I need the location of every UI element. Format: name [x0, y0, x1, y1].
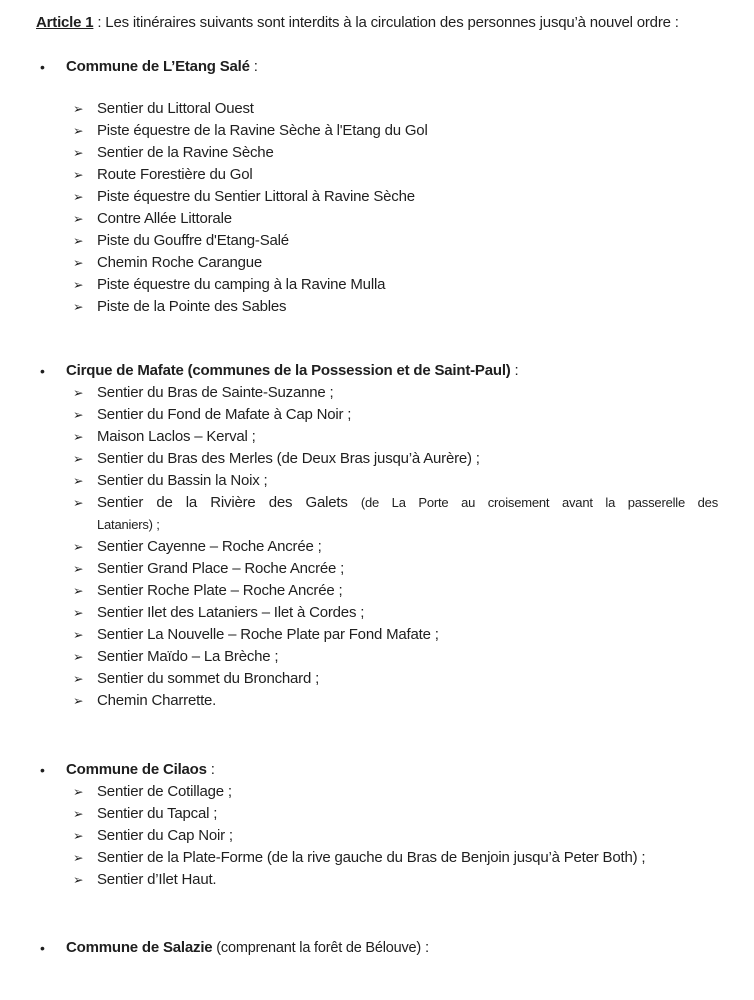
trail-item-text: Maison Laclos – Kerval ; [97, 428, 256, 445]
trail-item-text: Sentier Cayenne – Roche Ancrée ; [97, 538, 322, 555]
arrow-bullet-icon: ➢ [73, 430, 84, 444]
trail-item-text: Route Forestière du Gol [97, 166, 253, 183]
arrow-bullet-icon: ➢ [73, 386, 84, 400]
arrow-bullet-icon: ➢ [73, 234, 84, 248]
trail-item [36, 847, 718, 869]
bullet-icon: • [40, 762, 45, 778]
trail-item-text: Sentier de la Ravine Sèche [97, 144, 274, 161]
trail-item [36, 624, 718, 646]
trail-item-text: Sentier du Cap Noir ; [97, 827, 233, 844]
trail-list [36, 98, 718, 318]
article-label: Article 1 [36, 14, 94, 31]
trail-item [36, 296, 718, 318]
trail-item-text: Piste de la Pointe des Sables [97, 298, 287, 315]
trail-item-text [97, 492, 718, 536]
section-heading [36, 937, 718, 959]
article-paragraph [36, 10, 718, 36]
trail-item [36, 164, 718, 186]
trail-item [36, 120, 718, 142]
trail-item [36, 98, 718, 120]
arrow-bullet-icon: ➢ [73, 408, 84, 422]
trail-item [36, 668, 718, 690]
section-title: Commune de Salazie (comprenant la forêt de Bélouve) : [66, 939, 429, 956]
arrow-bullet-icon: ➢ [73, 124, 84, 138]
trail-item [36, 252, 718, 274]
arrow-bullet-icon: ➢ [73, 474, 84, 488]
trail-item [36, 580, 718, 602]
trail-item-text: Sentier du Littoral Ouest [97, 100, 254, 117]
trail-item-text: Chemin Roche Carangue [97, 254, 263, 271]
arrow-bullet-icon: ➢ [73, 278, 84, 292]
section-heading [36, 759, 718, 781]
trail-item-text: Sentier du sommet du Bronchard ; [97, 670, 320, 687]
arrow-bullet-icon: ➢ [73, 785, 84, 799]
trail-item [36, 142, 718, 164]
section-title-note: (comprenant la forêt de Bélouve) [212, 940, 422, 956]
trail-item-text: Sentier La Nouvelle – Roche Plate par Fond Mafate ; [97, 626, 439, 643]
trail-item-text: Piste équestre du camping à la Ravine Mulla [97, 276, 386, 293]
trail-item [36, 274, 718, 296]
section-title: Cirque de Mafate (communes de la Possession et de Saint-Paul) : [66, 362, 519, 379]
arrow-bullet-icon: ➢ [73, 807, 84, 821]
bullet-icon: • [40, 59, 45, 75]
trail-item-detail: (de La Porte au croisement avant la passerelle des [360, 495, 719, 510]
section-title: Commune de L’Etang Salé : [66, 58, 258, 75]
trail-item [36, 208, 718, 230]
trail-item-text: Sentier du Bras des Merles (de Deux Bras jusqu’à Aurère) ; [97, 450, 480, 467]
section [36, 759, 718, 891]
trail-item-text: Sentier Grand Place – Roche Ancrée ; [97, 560, 345, 577]
trail-item-text: Sentier du Bras de Sainte-Suzanne ; [97, 384, 334, 401]
arrow-bullet-icon: ➢ [73, 628, 84, 642]
arrow-bullet-icon: ➢ [73, 606, 84, 620]
trail-item-text: Contre Allée Littorale [97, 210, 232, 227]
arrow-bullet-icon: ➢ [73, 873, 84, 887]
arrow-bullet-icon: ➢ [73, 672, 84, 686]
arrow-bullet-icon: ➢ [73, 829, 84, 843]
trail-item [36, 690, 718, 712]
trail-item [36, 382, 718, 404]
trail-item [36, 470, 718, 492]
section-title: Commune de Cilaos : [66, 761, 215, 778]
trail-item [36, 602, 718, 624]
trail-item [36, 448, 718, 470]
trail-item [36, 646, 718, 668]
trail-item [36, 825, 718, 847]
trail-item [36, 558, 718, 580]
trail-item-text: Piste du Gouffre d'Etang-Salé [97, 232, 289, 249]
arrow-bullet-icon: ➢ [73, 540, 84, 554]
trail-item [36, 426, 718, 448]
trail-item-text: Sentier Roche Plate – Roche Ancrée ; [97, 582, 343, 599]
section-heading [36, 360, 718, 382]
trail-item-line: Sentier de la Rivière des Galets (de La Porte au croisement avant la passerelle des [97, 494, 719, 511]
arrow-bullet-icon: ➢ [73, 256, 84, 270]
trail-item [36, 536, 718, 558]
trail-item [36, 781, 718, 803]
trail-item-text: Piste équestre de la Ravine Sèche à l'Etang du Gol [97, 122, 428, 139]
section [36, 56, 718, 318]
section [36, 937, 718, 959]
trail-item [36, 404, 718, 426]
section-title-text: Cirque de Mafate (communes de la Possession et de Saint-Paul) [66, 362, 511, 379]
trail-item-text: Sentier du Fond de Mafate à Cap Noir ; [97, 406, 352, 423]
trail-item-text: Sentier du Bassin la Noix ; [97, 472, 268, 489]
trail-item-text: Sentier d’Ilet Haut. [97, 871, 217, 888]
section-title-text: Commune de Cilaos [66, 761, 207, 778]
arrow-bullet-icon: ➢ [73, 146, 84, 160]
article-text: : Les itinéraires suivants sont interdits à la circulation des personnes jusqu’à nouvel ordre : [93, 14, 679, 31]
arrow-bullet-icon: ➢ [73, 168, 84, 182]
trail-item-text: Sentier Ilet des Lataniers – Ilet à Cordes ; [97, 604, 365, 621]
arrow-bullet-icon: ➢ [73, 212, 84, 226]
trail-item [36, 803, 718, 825]
arrow-bullet-icon: ➢ [73, 650, 84, 664]
trail-item-text: Sentier de la Plate-Forme (de la rive gauche du Bras de Benjoin jusqu’à Peter Both) ; [97, 849, 646, 866]
section-title-text: Commune de L’Etang Salé [66, 58, 250, 75]
trail-list [36, 781, 718, 891]
bullet-icon: • [40, 363, 45, 379]
arrow-bullet-icon: ➢ [73, 496, 84, 510]
section-heading [36, 56, 718, 78]
trail-item-text: Sentier Maïdo – La Brèche ; [97, 648, 279, 665]
arrow-bullet-icon: ➢ [73, 452, 84, 466]
trail-item-text: Sentier du Tapcal ; [97, 805, 218, 822]
arrow-bullet-icon: ➢ [73, 694, 84, 708]
trail-item [36, 492, 718, 536]
sections-container [36, 56, 718, 959]
bullet-icon: • [40, 940, 45, 956]
section [36, 360, 718, 712]
trail-item-text: Sentier de Cotillage ; [97, 783, 232, 800]
arrow-bullet-icon: ➢ [73, 851, 84, 865]
trail-item [36, 186, 718, 208]
arrow-bullet-icon: ➢ [73, 300, 84, 314]
section-title-text: Commune de Salazie [66, 939, 213, 956]
arrow-bullet-icon: ➢ [73, 102, 84, 116]
trail-item-detail: Lataniers) ; [97, 517, 160, 532]
arrow-bullet-icon: ➢ [73, 562, 84, 576]
trail-item [36, 869, 718, 891]
trail-item-text: Chemin Charrette. [97, 692, 217, 709]
trail-item-text: Piste équestre du Sentier Littoral à Ravine Sèche [97, 188, 415, 205]
arrow-bullet-icon: ➢ [73, 584, 84, 598]
trail-list [36, 382, 718, 712]
trail-item [36, 230, 718, 252]
arrow-bullet-icon: ➢ [73, 190, 84, 204]
